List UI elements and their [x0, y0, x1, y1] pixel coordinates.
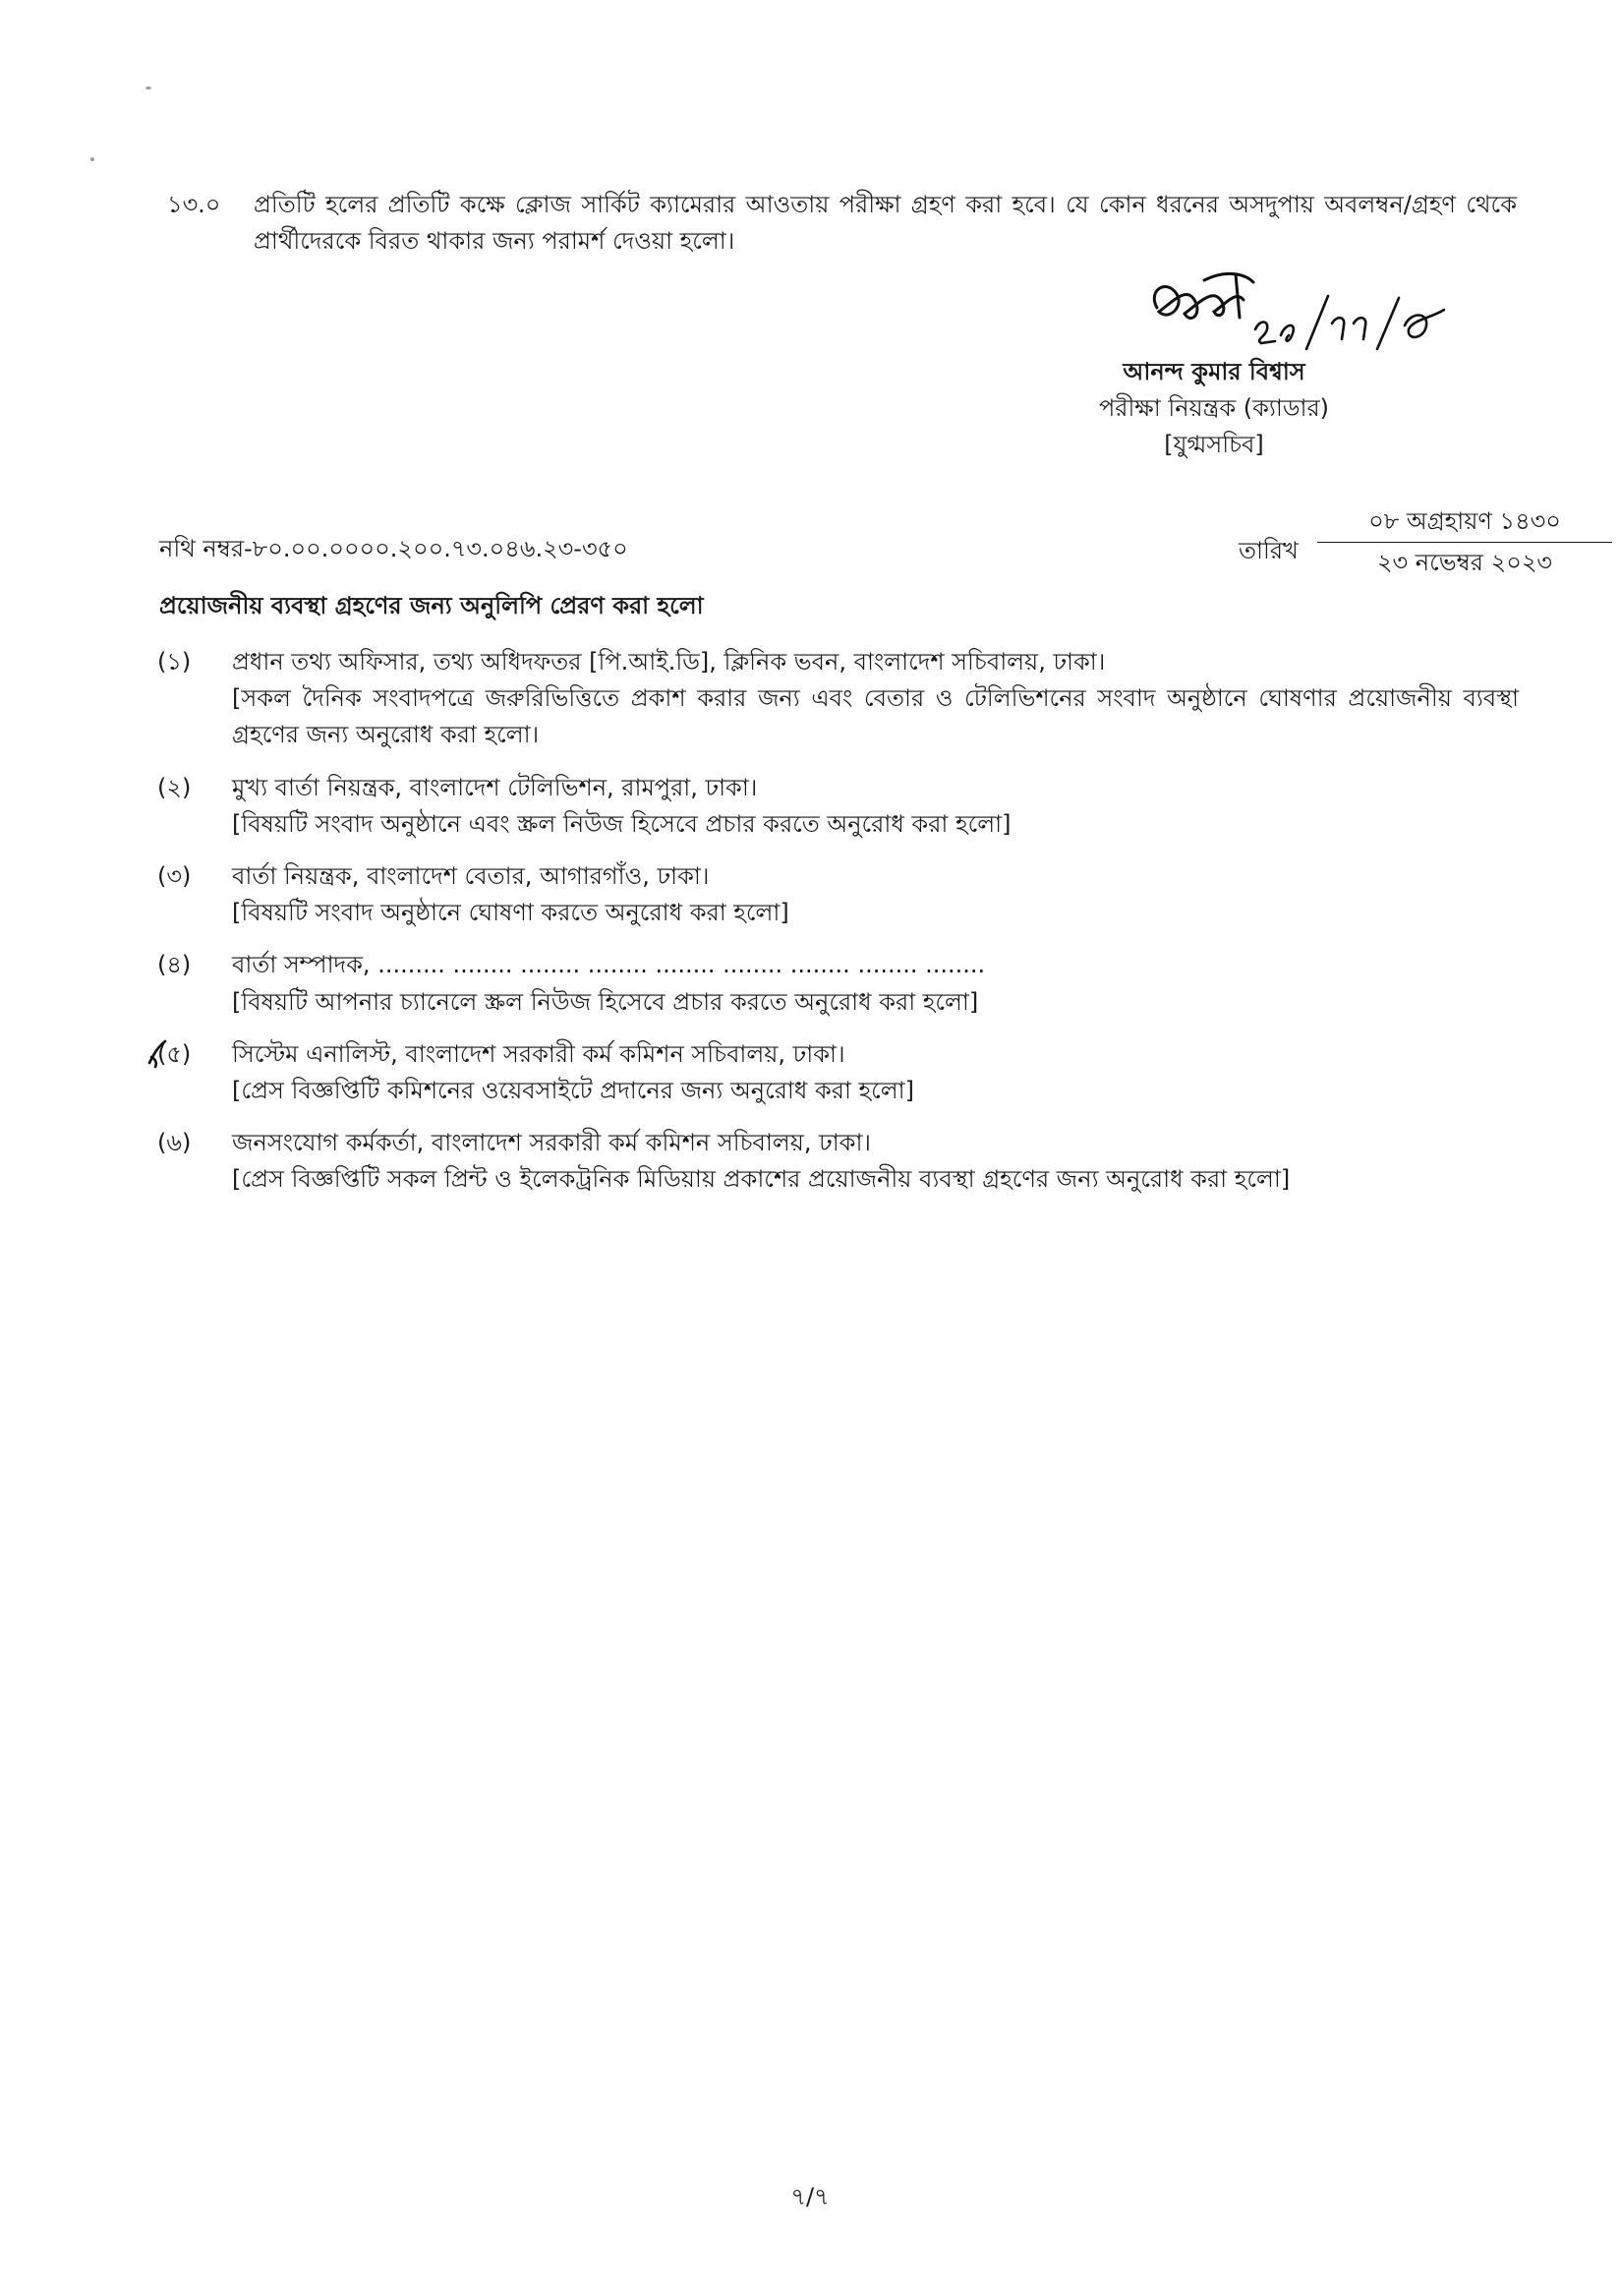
list-item-number: (৪): [157, 951, 192, 979]
list-item-number: (৩): [157, 861, 192, 890]
list-item: [157, 858, 1519, 931]
list-item: [157, 770, 1519, 843]
date-label: তারিখ: [1239, 537, 1299, 564]
signatory-designation: পরীক্ষা নিয়ন্ত্রক (ক্যাডার): [1098, 394, 1330, 423]
paragraph-number: ১৩.০: [167, 191, 221, 218]
list-item-note: [সকল দৈনিক সংবাদপত্রে জরুরিভিত্তিতে প্রকাশ করার জন্য এবং বেতার ও টেলিভিশনের সংবাদ অনুষ্ঠানে ঘোষণার প্রয়োজনীয় ব্যবস্থা গ্রহণের জন্য অনুরোধ করা হলো।: [232, 684, 1519, 749]
page-number: ৭/৭: [790, 2183, 830, 2210]
list-item-number: (২): [157, 773, 192, 801]
scan-speck: [145, 87, 151, 89]
date-bangla: ০৮ অগ্রহায়ণ ১৪৩০: [1317, 503, 1612, 543]
scan-speck: [90, 157, 94, 161]
signatory-name: আনন্দ কুমার বিশ্বাস: [1123, 358, 1305, 385]
list-item-number: (৫): [157, 1039, 192, 1068]
date-english: ২৩ নভেম্বর ২০২৩: [1376, 549, 1553, 577]
list-item-recipient: বার্তা সম্পাদক, ......... ........ ........ ........ ........ ........ ........ ........ ........: [232, 951, 986, 979]
signature-block: [1032, 354, 1396, 464]
list-item-note: [প্রেস বিজ্ঞপ্তিটি সকল প্রিন্ট ও ইলেকট্রনিক মিডিয়ায় প্রকাশের প্রয়োজনীয় ব্যবস্থা গ্রহণের জন্য অনুরোধ করা হলো]: [232, 1165, 1291, 1194]
paragraph-text: প্রতিটি হলের প্রতিটি কক্ষে ক্লোজ সার্কিট ক্যামেরার আওতায় পরীক্ষা গ্রহণ করা হবে। যে কোন ধরনের অসদুপায় অবলম্বন/গ্রহণ থেকে প্রার্থীদেরকে বিরত থাকার জন্য পরামর্শ দেওয়া হলো।: [254, 191, 1517, 256]
list-item-note: [বিষয়টি সংবাদ অনুষ্ঠানে ঘোষণা করতে অনুরোধ করা হলো]: [232, 899, 789, 927]
memo-number: নথি নম্বর-৮০.০০.০০০০.২০০.৭৩.০৪৬.২৩-৩৫০: [159, 535, 628, 562]
list-item: [157, 1036, 1519, 1109]
list-item-recipient: জনসংযোগ কর্মকর্তা, বাংলাদেশ সরকারী কর্ম কমিশন সচিবালয়, ঢাকা।: [232, 1129, 871, 1157]
list-item-recipient: সিস্টেম এনালিস্ট, বাংলাদেশ সরকারী কর্ম কমিশন সচিবালয়, ঢাকা।: [232, 1039, 845, 1068]
distribution-heading: প্রয়োজনীয় ব্যবস্থা গ্রহণের জন্য অনুলিপি প্রেরণ করা হলো: [159, 592, 704, 619]
list-item-number: (৬): [157, 1129, 192, 1157]
list-item-recipient: বার্তা নিয়ন্ত্রক, বাংলাদেশ বেতার, আগারগাঁও, ঢাকা।: [232, 861, 710, 890]
list-item-note: [বিষয়টি সংবাদ অনুষ্ঠানে এবং স্ক্রল নিউজ হিসেবে প্রচার করতে অনুরোধ করা হলো]: [232, 809, 1012, 838]
list-item-note: [বিষয়টি আপনার চ্যানেলে স্ক্রল নিউজ হিসেবে প্রচার করতে অনুরোধ করা হলো]: [232, 987, 979, 1016]
handwritten-tick-mark: [145, 1037, 171, 1069]
handwritten-signature: [1145, 261, 1450, 354]
date-fraction: [1317, 503, 1612, 581]
list-item-note: [প্রেস বিজ্ঞপ্তিটি কমিশনের ওয়েবসাইটে প্রদানের জন্য অনুরোধ করা হলো]: [232, 1076, 914, 1104]
signatory-rank: [যুগ্মসচিব]: [1164, 431, 1264, 459]
list-item: [157, 947, 1519, 1020]
list-item-recipient: মুখ্য বার্তা নিয়ন্ত্রক, বাংলাদেশ টেলিভিশন, রামপুরা, ঢাকা।: [232, 773, 758, 801]
list-item: [157, 1125, 1519, 1198]
distribution-list: [157, 644, 1519, 1213]
list-item-number: (১): [157, 648, 192, 676]
list-item-recipient: প্রধান তথ্য অফিসার, তথ্য অধিদফতর [পি.আই.ডি], ক্লিনিক ভবন, বাংলাদেশ সচিবালয়, ঢাকা।: [232, 648, 1106, 676]
list-item: [157, 644, 1519, 754]
